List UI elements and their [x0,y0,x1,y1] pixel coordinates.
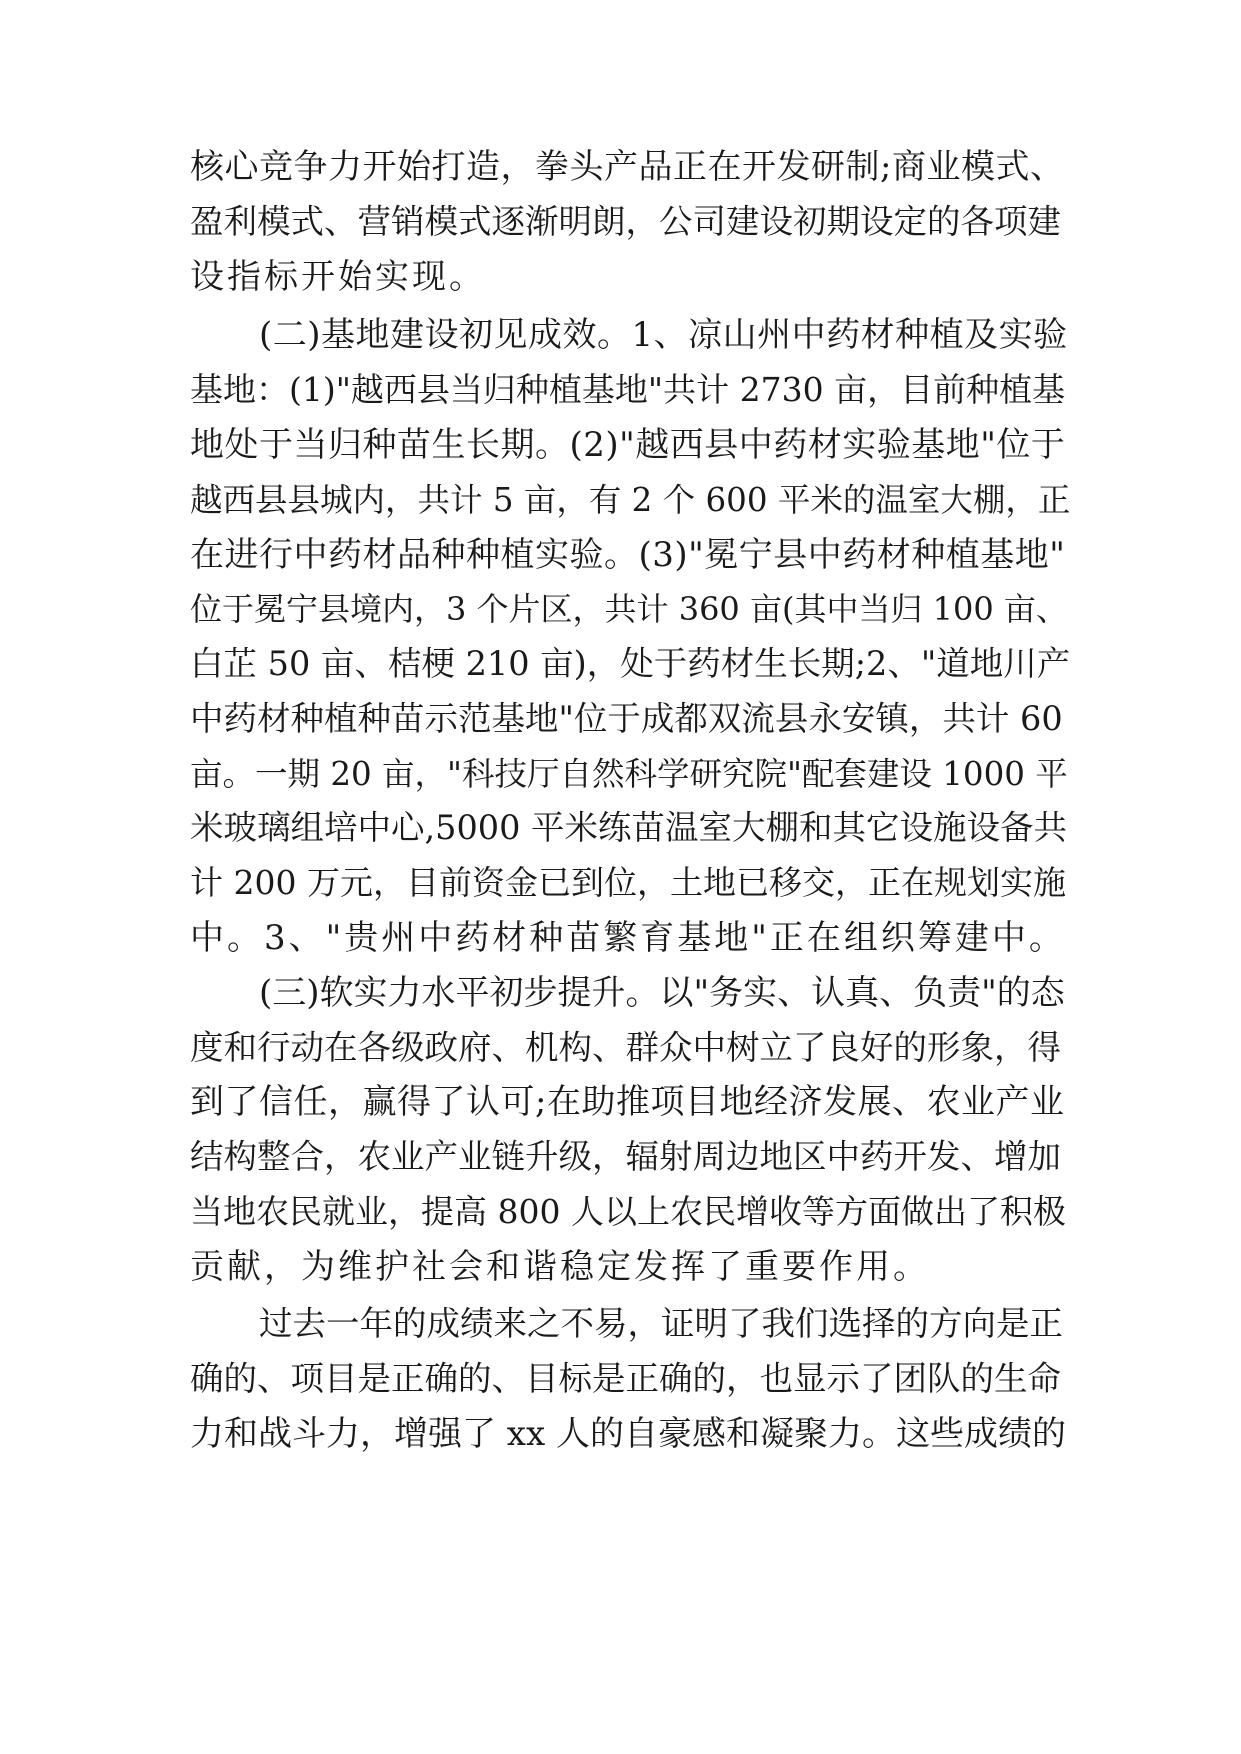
text-line: 在进行中药材品种种植实验。(3)"冕宁县中药材种植基地" [190,535,1066,575]
text-line: 确的、项目是正确的、目标是正确的，也显示了团队的生命 [190,1359,1061,1398]
text-line: 到了信任，赢得了认可;在助推项目地经济发展、农业产业 [190,1082,1065,1122]
text-line: 中。3、"贵州中药材种苗繁育基地"正在组织筹建中。 [190,918,1066,958]
text-line: 位于冕宁县境内，3 个片区，共计 360 亩(其中当归 100 亩、 [190,590,1068,628]
text-line: 亩。一期 20 亩，"科技厅自然科学研究院"配套建设 1000 平 [190,755,1068,793]
paragraph-first-line: 过去一年的成绩来之不易，证明了我们选择的方向是正 [259,1304,1063,1343]
text-line: 越西县县城内，共计 5 亩，有 2 个 600 平米的温室大棚，正 [190,481,1071,519]
text-line: 当地农民就业，提高 800 人以上农民增收等方面做出了积极 [190,1192,1066,1231]
text-line: 核心竞争力开始打造，拳头产品正在开发研制;商业模式、 [190,147,1065,187]
text-line: 度和行动在各级政府、机构、群众中树立了良好的形象，得 [190,1028,1061,1067]
text-line: 力和战斗力，增强了 xx 人的自豪感和凝聚力。这些成绩的 [190,1414,1066,1454]
paragraph-heading-line: (二)基地建设初见成效。1、凉山州中药材种植及实验 [259,315,1068,355]
text-line: 盈利模式、营销模式逐渐明朗，公司建设初期设定的各项建 [190,202,1061,241]
text-line: 地处于当归种苗生长期。(2)"越西县中药材实验基地"位于 [190,425,1066,465]
paragraph-heading-line: (三)软实力水平初步提升。以"务实、认真、负责"的态 [259,973,1065,1013]
text-line: 白芷 50 亩、桔梗 210 亩)，处于药材生长期;2、"道地川产 [190,644,1071,683]
text-line: 中药材种植种苗示范基地"位于成都双流县永安镇，共计 60 [190,699,1063,738]
text-line: 贡献，为维护社会和谐稳定发挥了重要作用。 [190,1247,930,1287]
text-line: 米玻璃组培中心,5000 平米练苗温室大棚和其它设施设备共 [190,808,1068,847]
text-line: 结构整合，农业产业链升级，辐射周边地区中药开发、增加 [190,1137,1061,1176]
text-line: 计 200 万元，目前资金已到位，土地已移交，正在规划实施 [190,863,1066,902]
text-line: 基地：(1)"越西县当归种植基地"共计 2730 亩，目前种植基 [190,370,1066,409]
text-line: 设指标开始实现。 [190,257,486,297]
